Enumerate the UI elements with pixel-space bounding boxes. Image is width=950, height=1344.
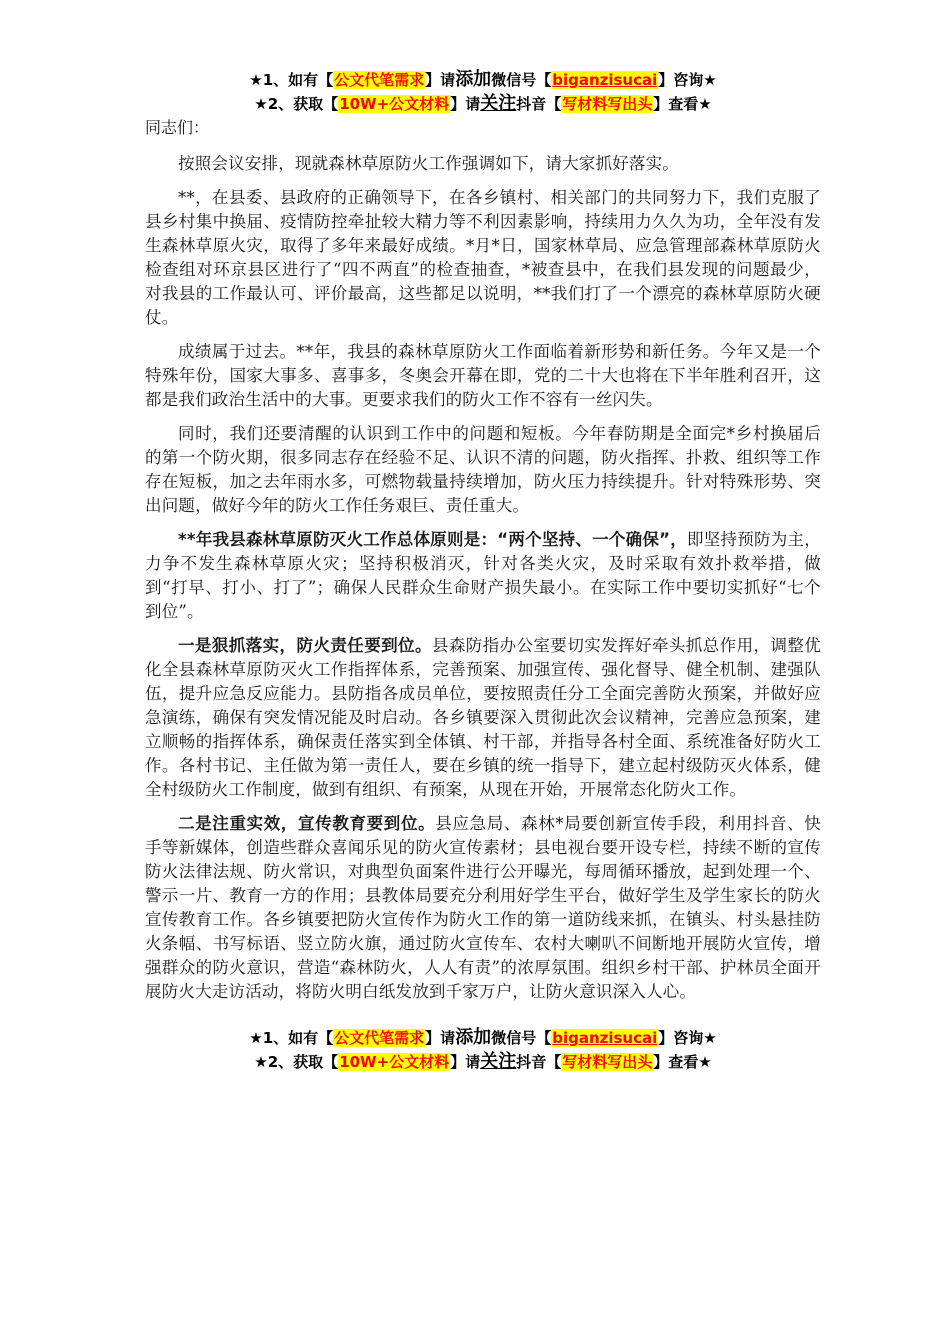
ad-text: 】请 <box>450 95 481 113</box>
ad-douyin-id: 写材料写出头 <box>562 1053 653 1071</box>
ad-wechat-id: biganzisucai <box>552 71 658 89</box>
paragraph-3 <box>145 340 821 412</box>
ad-text: 】请 <box>425 71 456 89</box>
salutation: 同志们： <box>145 118 210 137</box>
paragraph-7 <box>145 812 821 1004</box>
document-page <box>145 0 821 1344</box>
ad-douyin-id: 写材料写出头 <box>562 95 653 113</box>
paragraph-4 <box>145 422 821 518</box>
paragraph-text: 县森防指办公室要切实发挥好牵头抓总作用，调整优化全县森林草原防灭火工作指挥体系，完善预案、加强宣传、强化督导、健全机制、建强队伍，提升应急反应能力。县防指各成员单位，要按照责任分工全面完善防火预案，并做好应急演练，确保有突发情况能及时启动。各乡镇要深入贯彻此次会议精神，完善应急预案，建立顺畅的指挥体系，确保责任落实到全体镇、村干部，并指导各村全面、系统准备好防火工作。各村书记、主任做为第一责任人，要在乡镇的统一指导下，建立起村级防灭火体系，健全村级防火工作制度，做到有组织、有预案，从现在开始，开展常态化防火工作。 <box>145 636 821 799</box>
paragraph-text: 成绩属于过去。**年，我县的森林草原防火工作面临着新形势和新任务。今年又是一个特殊年份，国家大事多、喜事多，冬奥会开幕在即，党的二十大也将在下半年胜利召开，这都是我们政治生活中的大事。更要求我们的防火工作不容有一丝闪失。 <box>145 342 821 409</box>
paragraph-heading: **年我县森林草原防灭火工作总体原则是：“两个坚持、一个确保”， <box>178 530 688 549</box>
paragraph-2 <box>145 186 821 330</box>
ad-banner-bottom <box>115 1026 851 1074</box>
paragraph-text: 同时，我们还要清醒的认识到工作中的问题和短板。今年春防期是全面完*乡村换届后的第一个防火期，很多同志存在经验不足、认识不清的问题，防火指挥、扑救、组织等工作存在短板，加之去年雨水多，可燃物载量持续增加，防火压力持续提升。针对特殊形势、突出问题，做好今年的防火工作任务艰巨、责任重大。 <box>145 424 821 515</box>
ad-text: 】查看★ <box>653 95 712 113</box>
ad-text: ★1、如有【 <box>249 1029 334 1047</box>
ad-text: 】请 <box>450 1053 481 1071</box>
paragraph-text: 即坚持预防为主，力争不发生森林草原火灾；坚持积极消灭，针对各类火灾，及时采取有效扑救举措，做到“打早、打小、打了”；确保人民群众生命财产损失最小。在实际工作中要切实抓好“七个到位”。 <box>145 530 821 621</box>
ad-text: 】咨询★ <box>658 71 717 89</box>
ad-text: 微信号【 <box>491 1029 552 1047</box>
ad-text: 】查看★ <box>653 1053 712 1071</box>
ad-line-2 <box>115 92 851 116</box>
ad-line-2 <box>115 1050 851 1074</box>
ad-wechat-id: biganzisucai <box>552 1029 658 1047</box>
paragraph-text: 按照会议安排，现就森林草原防火工作强调如下，请大家抓好落实。 <box>178 154 679 173</box>
ad-text: 】请 <box>425 1029 456 1047</box>
ad-text: 微信号【 <box>491 71 552 89</box>
ad-banner-top <box>115 68 851 116</box>
ad-highlight: 10W+公文材料 <box>339 95 450 113</box>
ad-text: 抖音【 <box>516 1053 562 1071</box>
ad-text: 】咨询★ <box>658 1029 717 1047</box>
ad-line-1 <box>115 68 851 92</box>
ad-emphasis: 关注 <box>480 93 517 114</box>
ad-emphasis: 添加 <box>455 69 492 90</box>
paragraph-heading: 二是注重实效，宣传教育要到位。 <box>178 814 436 833</box>
ad-emphasis: 关注 <box>480 1051 517 1072</box>
paragraph-6 <box>145 634 821 802</box>
ad-highlight: 10W+公文材料 <box>339 1053 450 1071</box>
paragraph-5 <box>145 528 821 624</box>
ad-line-1 <box>115 1026 851 1050</box>
ad-text: ★2、获取【 <box>254 95 339 113</box>
ad-text: ★1、如有【 <box>249 71 334 89</box>
ad-emphasis: 添加 <box>455 1027 492 1048</box>
paragraph-heading: 一是狠抓落实，防火责任要到位。 <box>178 636 432 655</box>
ad-text: 抖音【 <box>516 95 562 113</box>
ad-highlight: 公文代笔需求 <box>334 71 425 89</box>
paragraph-text: **，在县委、县政府的正确领导下，在各乡镇村、相关部门的共同努力下，我们克服了县乡村集中换届、疫情防控牵扯较大精力等不利因素影响，持续用力久久为功，全年没有发生森林草原火灾，取得了多年来最好成绩。*月*日，国家林草局、应急管理部森林草原防火检查组对环京县区进行了“四不两直”的检查抽查，*被查县中，在我们县发现的问题最少，对我县的工作最认可、评价最高，这些都足以说明，**我们打了一个漂亮的森林草原防火硬仗。 <box>145 188 821 327</box>
paragraph-text: 县应急局、森林*局要创新宣传手段，利用抖音、快手等新媒体，创造些群众喜闻乐见的防火宣传素材；县电视台要开设专栏，持续不断的宣传防火法律法规、防火常识，对典型负面案件进行公开曝光，每周循环播放，起到处理一个、警示一片、教育一方的作用；县教体局要充分利用好学生平台，做好学生及学生家长的防火宣传教育工作。各乡镇要把防火宣传作为防火工作的第一道防线来抓，在镇头、村头悬挂防火条幅、书写标语、竖立防火旗，通过防火宣传车、农村大喇叭不间断地开展防火宣传，增强群众的防火意识，营造“森林防火，人人有责”的浓厚氛围。组织乡村干部、护林员全面开展防火大走访活动，将防火明白纸发放到千家万户，让防火意识深入人心。 <box>145 814 821 1001</box>
paragraph-1 <box>145 152 821 176</box>
ad-highlight: 公文代笔需求 <box>334 1029 425 1047</box>
ad-text: ★2、获取【 <box>254 1053 339 1071</box>
